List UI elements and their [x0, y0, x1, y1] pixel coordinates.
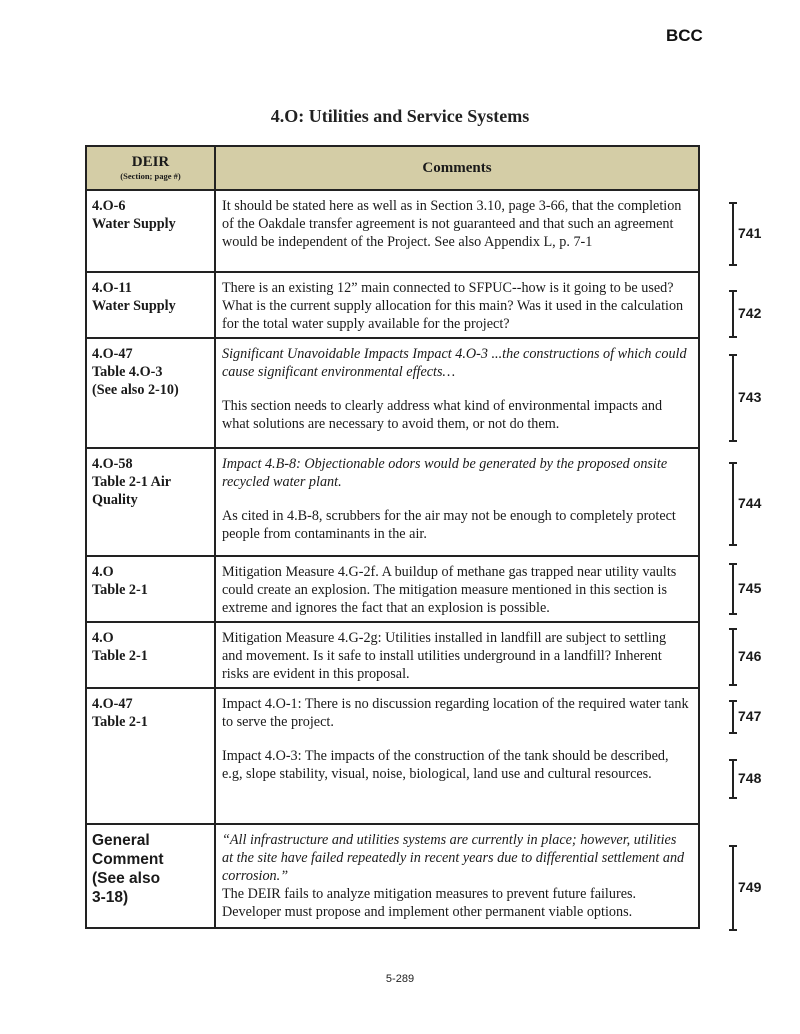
table-row [86, 190, 699, 272]
section-line: 4.O [92, 564, 114, 580]
section-line: General [92, 832, 150, 849]
bracket-icon [732, 290, 734, 338]
section-line: Comment [92, 851, 164, 868]
comments-table [85, 145, 700, 929]
comment-bracket-marker [729, 354, 789, 442]
section-cell [86, 190, 215, 272]
section-cell [86, 448, 215, 556]
table-row [86, 622, 699, 688]
section-line: Table 2-1 [92, 714, 148, 730]
section-line: 3-18) [92, 889, 129, 906]
comment-paragraph: Impact 4.O-3: The impacts of the construction of the tank should be described, e.g, slope stability, visual, noise, biological, land use and cultural resources. [222, 748, 669, 782]
comment-number: 745 [738, 580, 762, 596]
page-title: 4.O: Utilities and Service Systems [270, 106, 530, 126]
comment-paragraph: “All infrastructure and utilities systems are currently in place; however, utilities at the site have failed repeatedly in recent years due to differential settlement and corrosion.” [222, 832, 685, 884]
comment-bracket-marker [729, 290, 789, 338]
section-line: Table 2-1 [92, 648, 148, 664]
comment-paragraph: Mitigation Measure 4.G-2g: Utilities installed in landfill are subject to settling and movement. Is it safe to install utilities underground in a landfill? Inherent risks are evident in this proposal. [222, 630, 667, 682]
bracket-icon [732, 462, 734, 546]
comment-number: 746 [738, 648, 762, 664]
table-row [86, 824, 699, 928]
table-row [86, 272, 699, 338]
bracket-icon [732, 628, 734, 686]
table-header-row [86, 146, 699, 190]
comment-bracket-marker [729, 202, 789, 266]
section-line: Water Supply [92, 298, 176, 314]
comment-bracket-marker [729, 759, 789, 799]
comment-paragraph: The DEIR fails to analyze mitigation measures to prevent future failures. Developer must propose and implement other permanent viable options. [222, 886, 637, 920]
table-row [86, 448, 699, 556]
section-cell [86, 272, 215, 338]
comment-paragraph: Mitigation Measure 4.G-2f. A buildup of methane gas trapped near utility vaults could create an explosion. The mitigation measure mentioned in this section is extreme and ignores the fact that an explosion is possible. [222, 564, 677, 616]
section-line: 4.O-6 [92, 198, 126, 214]
section-line: 4.O-47 [92, 346, 133, 362]
section-line: (See also 2-10) [92, 382, 179, 398]
comment-bracket-marker [729, 563, 789, 615]
corner-label: BCC [666, 26, 703, 45]
section-line: 4.O [92, 630, 114, 646]
comment-cell [215, 688, 699, 824]
comment-cell [215, 622, 699, 688]
section-line: Table 2-1 Air [92, 474, 172, 490]
comment-bracket-marker [729, 845, 789, 931]
bracket-icon [732, 845, 734, 931]
comment-paragraph: It should be stated here as well as in Section 3.10, page 3-66, that the completion of the Oakdale transfer agreement is not guaranteed and that such an agreement would be independent of the Project. See also Appendix L, p. 7-1 [222, 198, 682, 250]
section-cell [86, 622, 215, 688]
column-header-section [86, 146, 215, 190]
comment-number: 744 [738, 495, 762, 511]
section-line: 4.O-47 [92, 696, 133, 712]
comment-cell [215, 338, 699, 448]
comment-bracket-marker [729, 628, 789, 686]
comment-paragraph: Significant Unavoidable Impacts Impact 4.O-3 ...the constructions of which could cause significant environmental effects… [222, 346, 687, 380]
section-line: Water Supply [92, 216, 176, 232]
comment-cell [215, 190, 699, 272]
comment-cell [215, 272, 699, 338]
comment-bracket-marker [729, 462, 789, 546]
section-cell [86, 338, 215, 448]
bracket-icon [732, 700, 734, 734]
comment-cell [215, 556, 699, 622]
comment-number: 748 [738, 770, 762, 786]
comment-number: 743 [738, 389, 762, 405]
comment-paragraph: Impact 4.B-8: Objectionable odors would be generated by the proposed onsite recycled water plant. [222, 456, 668, 490]
comment-number: 747 [738, 708, 762, 724]
comment-paragraph: This section needs to clearly address what kind of environmental impacts and what solutions are necessary to avoid them, or not do them. [222, 398, 663, 432]
column-header-comments [215, 146, 699, 190]
section-cell [86, 556, 215, 622]
comment-cell [215, 448, 699, 556]
column-header-comments-title: Comments [422, 160, 492, 176]
section-line: Table 4.O-3 [92, 364, 163, 380]
comment-paragraph: As cited in 4.B-8, scrubbers for the air may not be enough to completely protect people from contaminants in the air. [222, 508, 676, 542]
comment-paragraph: Impact 4.O-1: There is no discussion regarding location of the required water tank to serve the project. [222, 696, 689, 730]
section-line: (See also [92, 870, 161, 887]
bracket-icon [732, 354, 734, 442]
section-line: Table 2-1 [92, 582, 148, 598]
bracket-icon [732, 202, 734, 266]
bracket-icon [732, 759, 734, 799]
comment-number: 742 [738, 305, 762, 321]
column-header-section-title: DEIR [131, 154, 170, 170]
column-header-section-subtitle: (Section; page #) [120, 171, 181, 181]
page-number: 5-289 [385, 973, 415, 985]
section-line: 4.O-11 [92, 280, 132, 296]
table-row [86, 338, 699, 448]
comment-bracket-marker [729, 700, 789, 734]
section-cell [86, 824, 215, 928]
comment-cell [215, 824, 699, 928]
table-row [86, 556, 699, 622]
section-line: Quality [92, 492, 138, 508]
section-line: 4.O-58 [92, 456, 133, 472]
section-cell [86, 688, 215, 824]
bracket-icon [732, 563, 734, 615]
comment-paragraph: There is an existing 12” main connected to SFPUC--how is it going to be used? What is the current supply allocation for this main? Was it used in the calculation for the total water supply available for the project? [222, 280, 684, 332]
comment-number: 749 [738, 879, 762, 895]
table-row [86, 688, 699, 824]
comment-number: 741 [738, 225, 762, 241]
